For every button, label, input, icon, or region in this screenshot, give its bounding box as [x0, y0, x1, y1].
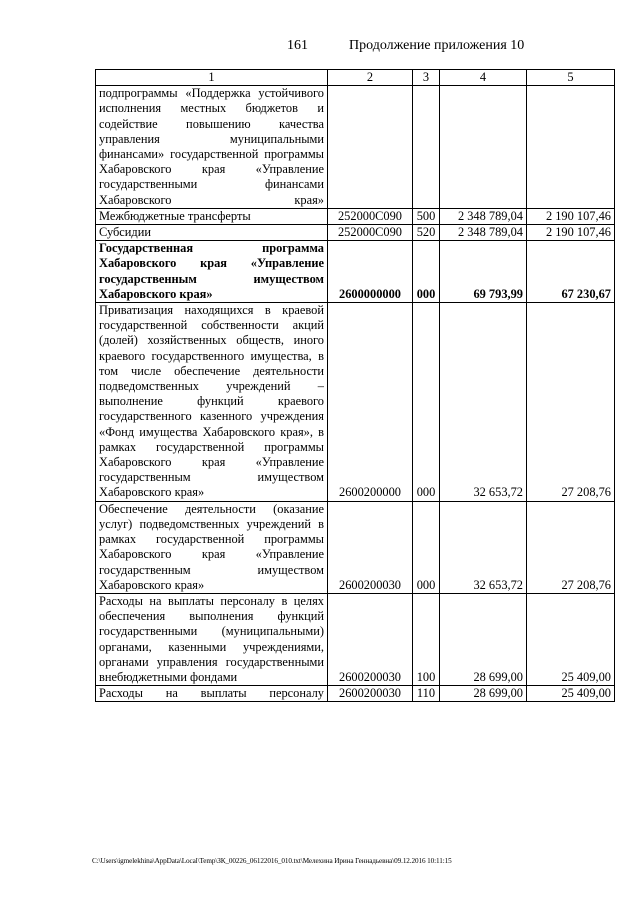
appendix-caption: Продолжение приложения 10 [349, 38, 525, 53]
expense-type-cell: 000 [413, 501, 440, 593]
expense-type-cell: 000 [413, 241, 440, 303]
column-header: 3 [413, 70, 440, 86]
budget-table [95, 69, 615, 702]
target-code-cell: 2600200030 [328, 593, 413, 685]
table-row [96, 593, 615, 685]
target-code-cell: 2600200030 [328, 686, 413, 702]
expense-type-cell: 520 [413, 225, 440, 241]
table-row [96, 303, 615, 502]
table-row [96, 686, 615, 702]
amount-cell-col4: 32 653,72 [440, 501, 527, 593]
amount-cell-col5: 67 230,67 [527, 241, 615, 303]
amount-cell-col5: 27 208,76 [527, 501, 615, 593]
amount-cell-col4: 2 348 789,04 [440, 208, 527, 224]
expense-type-cell: 500 [413, 208, 440, 224]
amount-cell-col4: 28 699,00 [440, 593, 527, 685]
expense-type-cell: 110 [413, 686, 440, 702]
table-row [96, 225, 615, 241]
expense-type-cell [413, 86, 440, 209]
amount-cell-col4: 32 653,72 [440, 303, 527, 502]
amount-cell-col4: 2 348 789,04 [440, 225, 527, 241]
amount-cell-col5: 2 190 107,46 [527, 208, 615, 224]
column-header: 2 [328, 70, 413, 86]
row-name-cell: подпрограммы «Поддержка устойчивого исполнения местных бюджетов и содействие повышению качества управления муниципальными финансами» государственной программы Хабаровского края «Управление государственными финансами Хабаровского края» [96, 86, 328, 209]
amount-cell-col5: 27 208,76 [527, 303, 615, 502]
row-name-cell: Межбюджетные трансферты [96, 208, 328, 224]
amount-cell-col4: 69 793,99 [440, 241, 527, 303]
row-name-cell: Субсидии [96, 225, 328, 241]
amount-cell-col5 [527, 86, 615, 209]
column-header: 1 [96, 70, 328, 86]
footer-file-path: C:\Users\igmelekhina\AppData\Local\Temp\ЗК_00226_06122016_010.txt\Мелехина Ирина Геннадьевна\09.12.2016 10:11:15 [92, 857, 452, 865]
expense-type-cell: 000 [413, 303, 440, 502]
page-number: 161 [287, 38, 308, 53]
target-code-cell [328, 86, 413, 209]
table-row-program [96, 241, 615, 303]
target-code-cell: 2600200030 [328, 501, 413, 593]
target-code-cell: 252000С090 [328, 208, 413, 224]
amount-cell-col4: 28 699,00 [440, 686, 527, 702]
row-name-cell: Расходы на выплаты персоналу в целях обеспечения выполнения функций государственными (муниципальными) органами, казенными учреждениями, органами управления государственными внебюджетными фондами [96, 593, 328, 685]
row-name-cell: Государственная программа Хабаровского края «Управление государственным имуществом Хабаровского края» [96, 241, 328, 303]
amount-cell-col4 [440, 86, 527, 209]
target-code-cell: 2600200000 [328, 303, 413, 502]
column-header: 5 [527, 70, 615, 86]
expense-type-cell: 100 [413, 593, 440, 685]
table-header-row [96, 70, 615, 86]
target-code-cell: 2600000000 [328, 241, 413, 303]
row-name-cell: Приватизация находящихся в краевой государственной собственности акций (долей) хозяйственных обществ, иного краевого государственного имущества, в том числе обеспечение деятельности подведомственных учреждений – выполнение функций краевого государственного казенного учреждения «Фонд имущества Хабаровского края», в рамках государственной программы Хабаровского края «Управление государственным имуществом Хабаровского края» [96, 303, 328, 502]
column-header: 4 [440, 70, 527, 86]
amount-cell-col5: 2 190 107,46 [527, 225, 615, 241]
target-code-cell: 252000С090 [328, 225, 413, 241]
row-name-cell: Расходы на выплаты персоналу [96, 686, 328, 702]
table-row [96, 86, 615, 209]
amount-cell-col5: 25 409,00 [527, 593, 615, 685]
row-name-cell: Обеспечение деятельности (оказание услуг) подведомственных учреждений в рамках государственной программы Хабаровского края «Управление государственным имуществом Хабаровского края» [96, 501, 328, 593]
amount-cell-col5: 25 409,00 [527, 686, 615, 702]
table-row [96, 501, 615, 593]
page-header [0, 38, 640, 58]
table-row [96, 208, 615, 224]
